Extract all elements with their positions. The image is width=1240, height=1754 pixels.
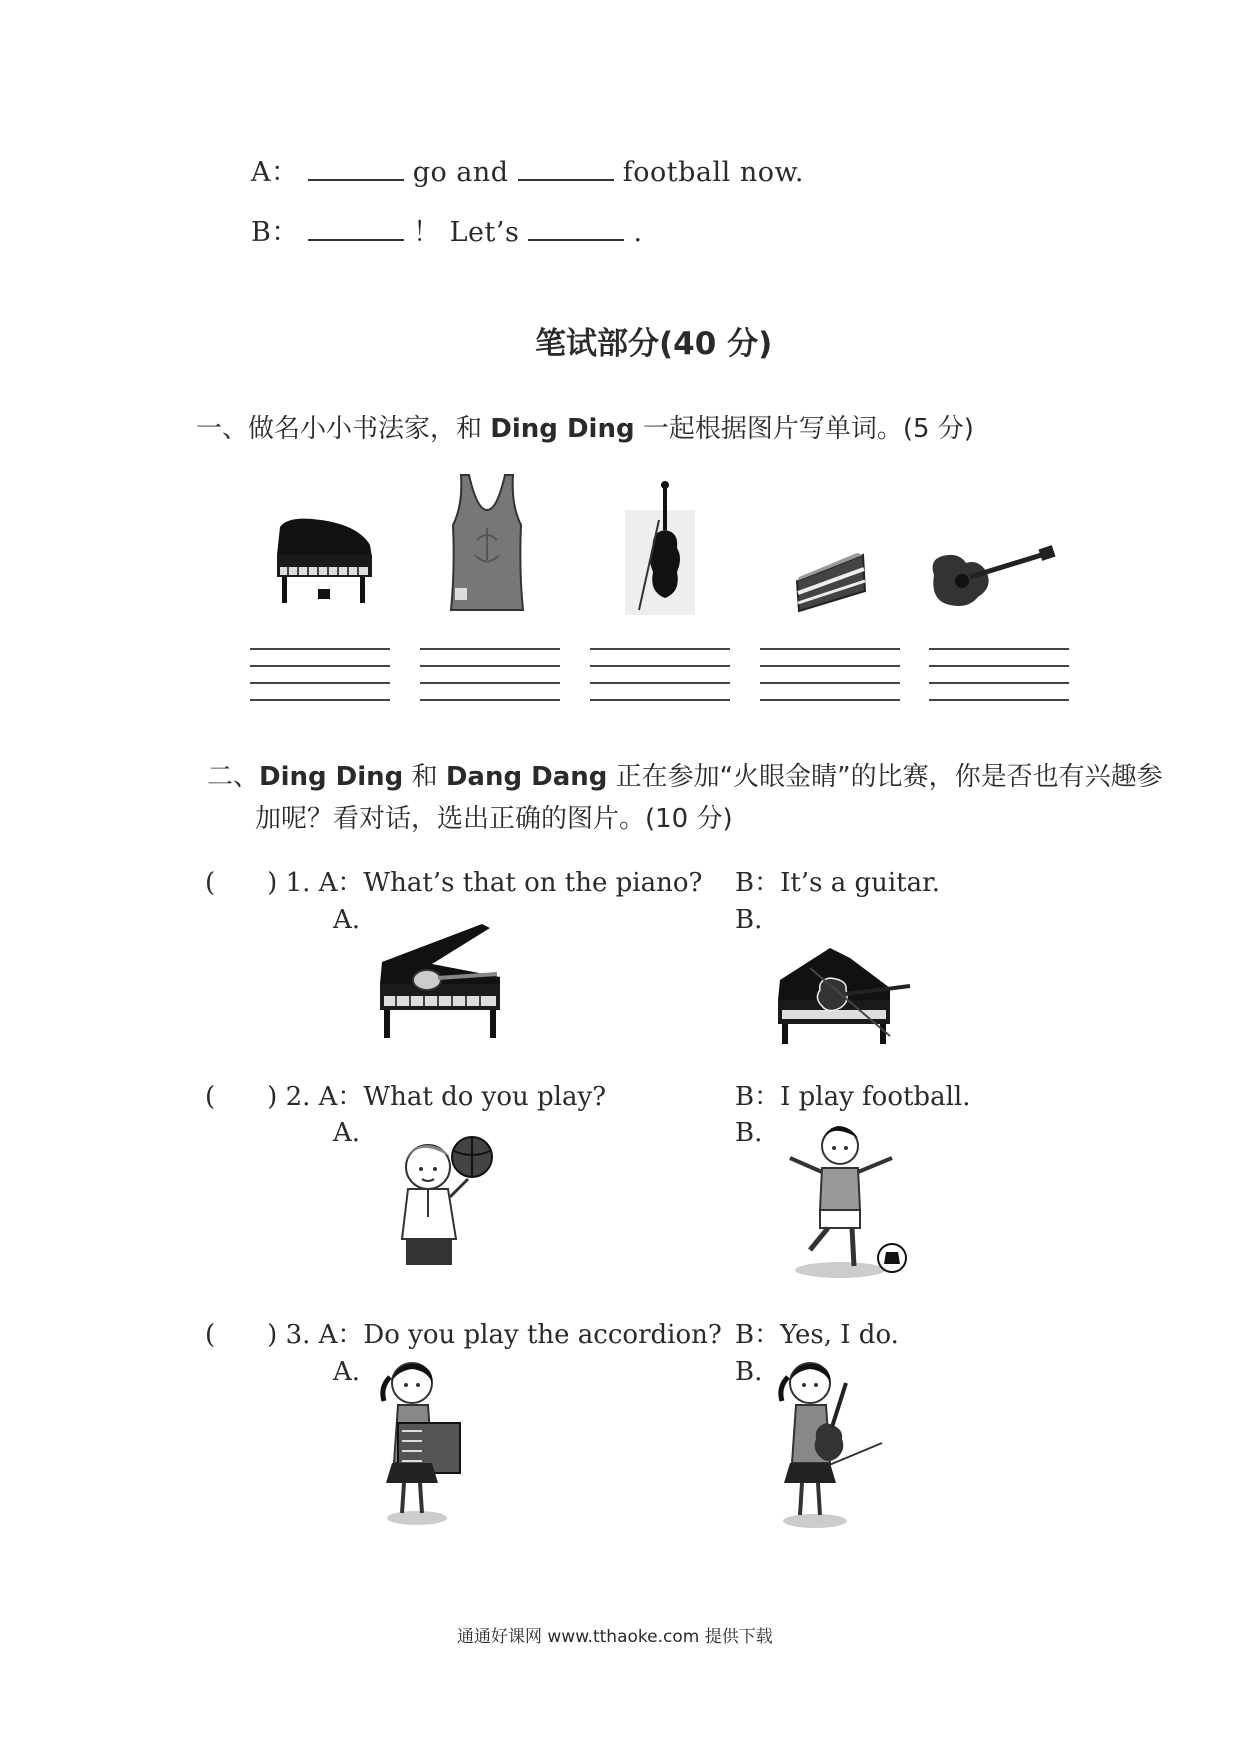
question-number: 1. [285,868,311,898]
blank[interactable] [518,153,614,181]
dialogue-text: . [633,217,643,248]
girl-with-violin-icon[interactable] [770,1353,890,1531]
writing-line[interactable] [590,699,730,701]
writing-line[interactable] [250,648,390,650]
option-a-label: A. [333,905,361,935]
writing-line[interactable] [250,682,390,684]
writing-line[interactable] [250,665,390,667]
piano-with-violin-icon[interactable] [770,938,920,1046]
question-number: 2. [285,1082,311,1112]
blank[interactable] [308,153,404,181]
piano-icon [272,515,377,610]
question-3-b: B：Yes, I do. [735,1320,899,1350]
writing-line[interactable] [420,699,560,701]
part2-heading-line1: 二、Ding Ding 和 Dang Dang 正在参加“火眼金睛”的比赛，你是否也有兴趣参 [207,762,1163,792]
guitar-icon [928,545,1058,615]
writing-line[interactable] [760,682,900,684]
writing-line[interactable] [420,665,560,667]
question-3 [205,1314,722,1351]
answer-paren[interactable]: ( ) [205,1320,278,1350]
option-b-label: B. [735,1357,763,1387]
blank[interactable] [308,213,404,241]
question-1 [205,862,702,899]
speaker-a: A： [251,157,299,188]
question-2 [205,1076,606,1113]
dialogue-line-a [251,150,804,189]
writing-line[interactable] [760,648,900,650]
writing-line[interactable] [929,665,1069,667]
writing-line[interactable] [420,648,560,650]
writing-line[interactable] [590,665,730,667]
part1-heading: 一、做名小小书法家，和 Ding Ding 一起根据图片写单词。(5 分) [196,414,974,444]
question-a: A：What do you play? [318,1082,607,1112]
dialogue-line-b [251,210,643,249]
writing-line[interactable] [420,682,560,684]
cake-icon [795,553,867,615]
footer-text: 通通好课网 www.tthaoke.com 提供下载 [457,1627,773,1647]
boy-playing-football-icon[interactable] [780,1118,920,1283]
question-2-b: B：I play football. [735,1082,971,1112]
option-b-label: B. [735,1118,763,1148]
question-a: A：What’s that on the piano? [318,868,703,898]
violin-icon [625,480,695,615]
vest-icon [447,470,527,615]
answer-paren[interactable]: ( ) [205,868,278,898]
option-b-label: B. [735,905,763,935]
writing-line[interactable] [590,648,730,650]
part2-heading-line2: 加呢？看对话，选出正确的图片。(10 分) [255,804,733,834]
writing-line[interactable] [929,699,1069,701]
dialogue-text: ！ Let’s [413,217,520,248]
writing-line[interactable] [250,699,390,701]
blank[interactable] [528,213,624,241]
writing-line[interactable] [760,699,900,701]
piano-with-guitar-icon[interactable] [372,922,507,1042]
question-number: 3. [285,1320,311,1350]
answer-paren[interactable]: ( ) [205,1082,278,1112]
dialogue-text: football now. [622,157,805,188]
question-1-b: B：It’s a guitar. [735,868,940,898]
boy-with-basketball-icon[interactable] [388,1127,498,1267]
writing-line[interactable] [929,648,1069,650]
speaker-b: B： [251,217,299,248]
question-a: A：Do you play the accordion? [318,1320,722,1350]
writing-line[interactable] [929,682,1069,684]
dialogue-text: go and [412,157,509,188]
option-a-label: A. [333,1357,361,1387]
writing-line[interactable] [590,682,730,684]
section-title: 笔试部分(40 分) [535,326,773,362]
option-a-label: A. [333,1118,361,1148]
writing-line[interactable] [760,665,900,667]
girl-with-accordion-icon[interactable] [372,1353,472,1528]
